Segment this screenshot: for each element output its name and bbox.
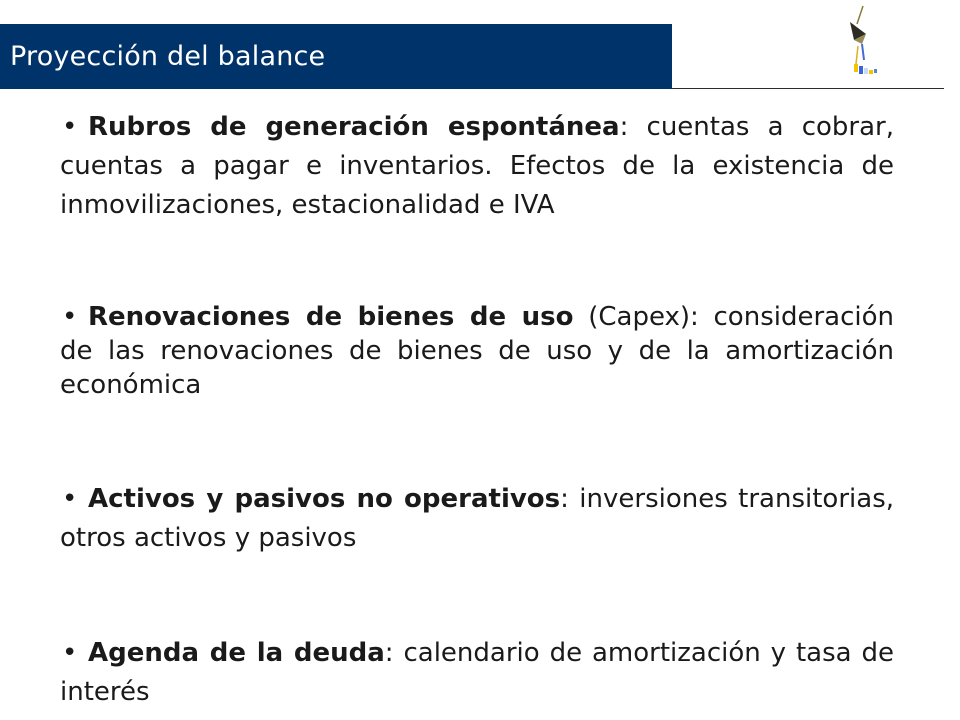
bullet-term: Rubros de generación espontánea [88, 112, 620, 142]
bullet-marker: • [62, 112, 78, 142]
bullet-item-4 [60, 634, 894, 712]
bullet-description: : calendario de amortización y tasa de interés [60, 638, 894, 707]
bullet-marker: • [62, 638, 78, 668]
bullet-term: Agenda de la deuda [88, 638, 385, 668]
title-bar [0, 24, 672, 89]
bullet-description: : inversiones transitorias, otros activos y pasivos [60, 484, 894, 553]
bullet-item-2 [60, 300, 894, 402]
pen-nib-logo-icon [836, 4, 888, 80]
header-divider [672, 88, 944, 89]
bullet-marker: • [62, 302, 78, 332]
bullet-term: Renovaciones de bienes de uso [88, 302, 574, 332]
bullet-description: (Capex): consideración de las renovaciones de bienes de uso y de la amortización económica [60, 302, 894, 400]
bullet-item-3 [60, 480, 894, 558]
bullet-item-1 [60, 108, 894, 225]
slide-title: Proyección del balance [10, 41, 326, 72]
bullet-marker: • [62, 484, 78, 514]
bullet-term: Activos y pasivos no operativos [88, 484, 561, 514]
bullet-description: : cuentas a cobrar, cuentas a pagar e inventarios. Efectos de la existencia de inmovilizaciones, estacionalidad e IVA [60, 112, 894, 220]
